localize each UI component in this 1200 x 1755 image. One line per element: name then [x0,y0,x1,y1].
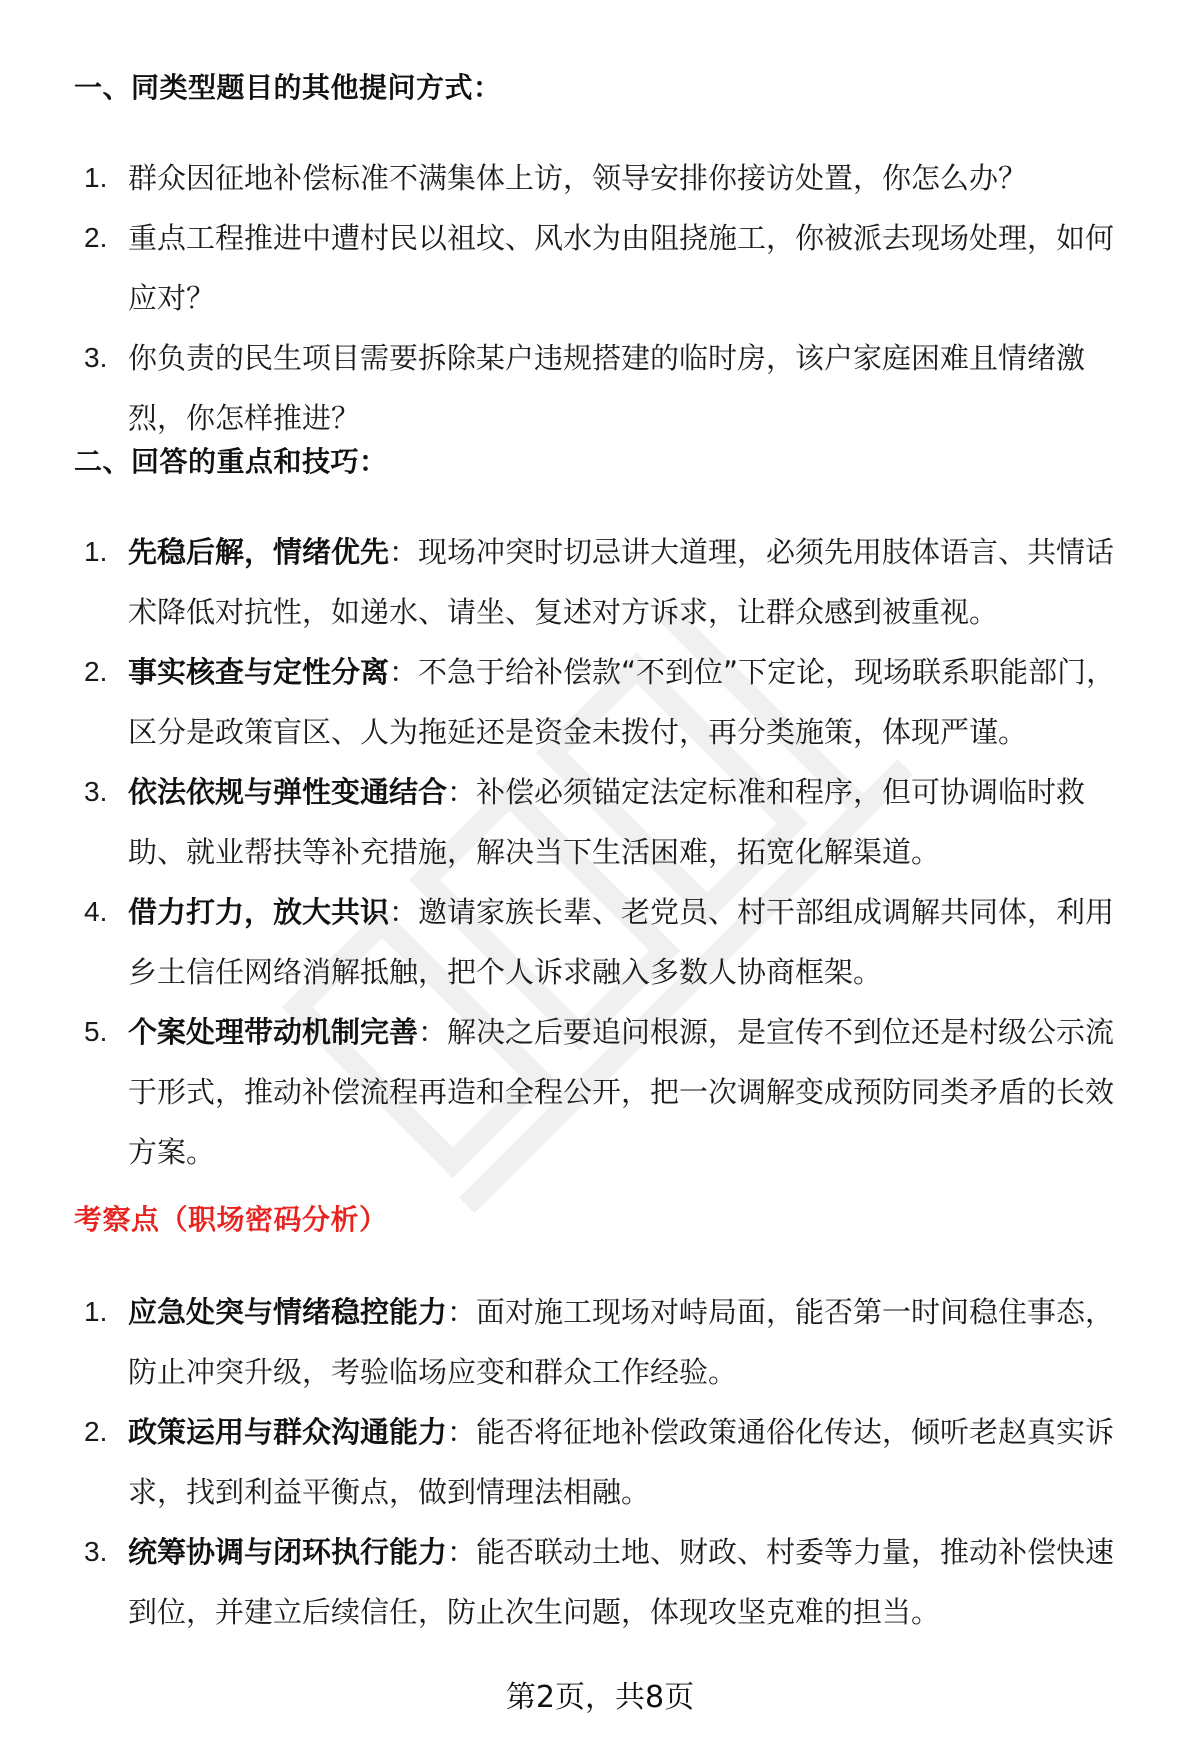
list-item [0,328,1200,448]
list-item-text: 你负责的民生项目需要拆除某户违规搭建的临时房，该户家庭困难且情绪激烈，你怎样推进？ [128,341,1086,435]
list-number: 5. [84,1016,108,1047]
list-item-text: 重点工程推进中遭村民以祖坟、风水为由阻挠施工，你被派去现场处理，如何应对？ [128,221,1115,315]
list-item-keyword: 事实核查与定性分离 [128,655,390,689]
list-number: 2. [84,222,108,253]
list-item [0,148,1200,208]
list-item-keyword: 应急处突与情绪稳控能力 [128,1295,448,1329]
list-item-text: ：能否将征地补偿政策通俗化传达，倾听老赵真实诉求，找到利益平衡点，做到情理法相融。 [128,1415,1115,1509]
list-item-text: ：不急于给补偿款“不到位”下定论，现场联系职能部门，区分是政策盲区、人为拖延还是资金未拨付，再分类施策，体现严谨。 [128,655,1116,749]
page-number: 第2页，共8页 [505,1680,695,1715]
list-number: 1. [84,1296,108,1327]
list-item [0,642,1200,762]
list-item [0,762,1200,882]
list-number: 1. [84,162,108,193]
list-number: 1. [84,536,108,567]
list-item [0,1522,1200,1642]
list-item-keyword: 先稳后解，情绪优先 [128,535,390,569]
list-item-text: ：补偿必须锚定法定标准和程序，但可协调临时救助、就业帮扶等补充措施，解决当下生活困难，拓宽化解渠道。 [128,775,1086,869]
assessment-points-list [0,1282,1200,1642]
list-number: 2. [84,656,108,687]
section-heading-assessment-points: 考察点（职场密码分析） [74,1203,388,1236]
list-item-keyword: 统筹协调与闭环执行能力 [128,1535,448,1569]
list-number: 3. [84,342,108,373]
other-questions-list [0,148,1200,448]
list-item-text: ：邀请家族长辈、老党员、村干部组成调解共同体，利用乡土信任网络消解抵触，把个人诉求融入多数人协商框架。 [128,895,1115,989]
list-number: 2. [84,1416,108,1447]
list-item-keyword: 借力打力，放大共识 [128,895,390,929]
section-heading-other-questions: 一、同类型题目的其他提问方式： [74,71,502,104]
list-item-text: ：能否联动土地、财政、村委等力量，推动补偿快速到位，并建立后续信任，防止次生问题，体现攻坚克难的担当。 [128,1535,1115,1629]
list-item-text: ：现场冲突时切忌讲大道理，必须先用肢体语言、共情话术降低对抗性，如递水、请坐、复述对方诉求，让群众感到被重视。 [128,535,1115,629]
list-item [0,1402,1200,1522]
section-heading-key-points: 二、回答的重点和技巧： [74,445,388,478]
list-number: 4. [84,896,108,927]
list-item [0,1002,1200,1182]
list-item [0,1282,1200,1402]
list-item-keyword: 依法依规与弹性变通结合 [128,775,448,809]
list-item [0,522,1200,642]
list-item-text: ：解决之后要追问根源，是宣传不到位还是村级公示流于形式，推动补偿流程再造和全程公开，把一次调解变成预防同类矛盾的长效方案。 [128,1015,1115,1169]
list-number: 3. [84,1536,108,1567]
list-item-text: ：面对施工现场对峙局面，能否第一时间稳住事态，防止冲突升级，考验临场应变和群众工作经验。 [128,1295,1115,1389]
key-points-list [0,522,1200,1182]
list-item-keyword: 个案处理带动机制完善 [128,1015,419,1049]
list-item [0,882,1200,1002]
list-item [0,208,1200,328]
list-item-text: 群众因征地补偿标准不满集体上访，领导安排你接访处置，你怎么办？ [128,161,1028,195]
list-item-keyword: 政策运用与群众沟通能力 [128,1415,448,1449]
list-number: 3. [84,776,108,807]
